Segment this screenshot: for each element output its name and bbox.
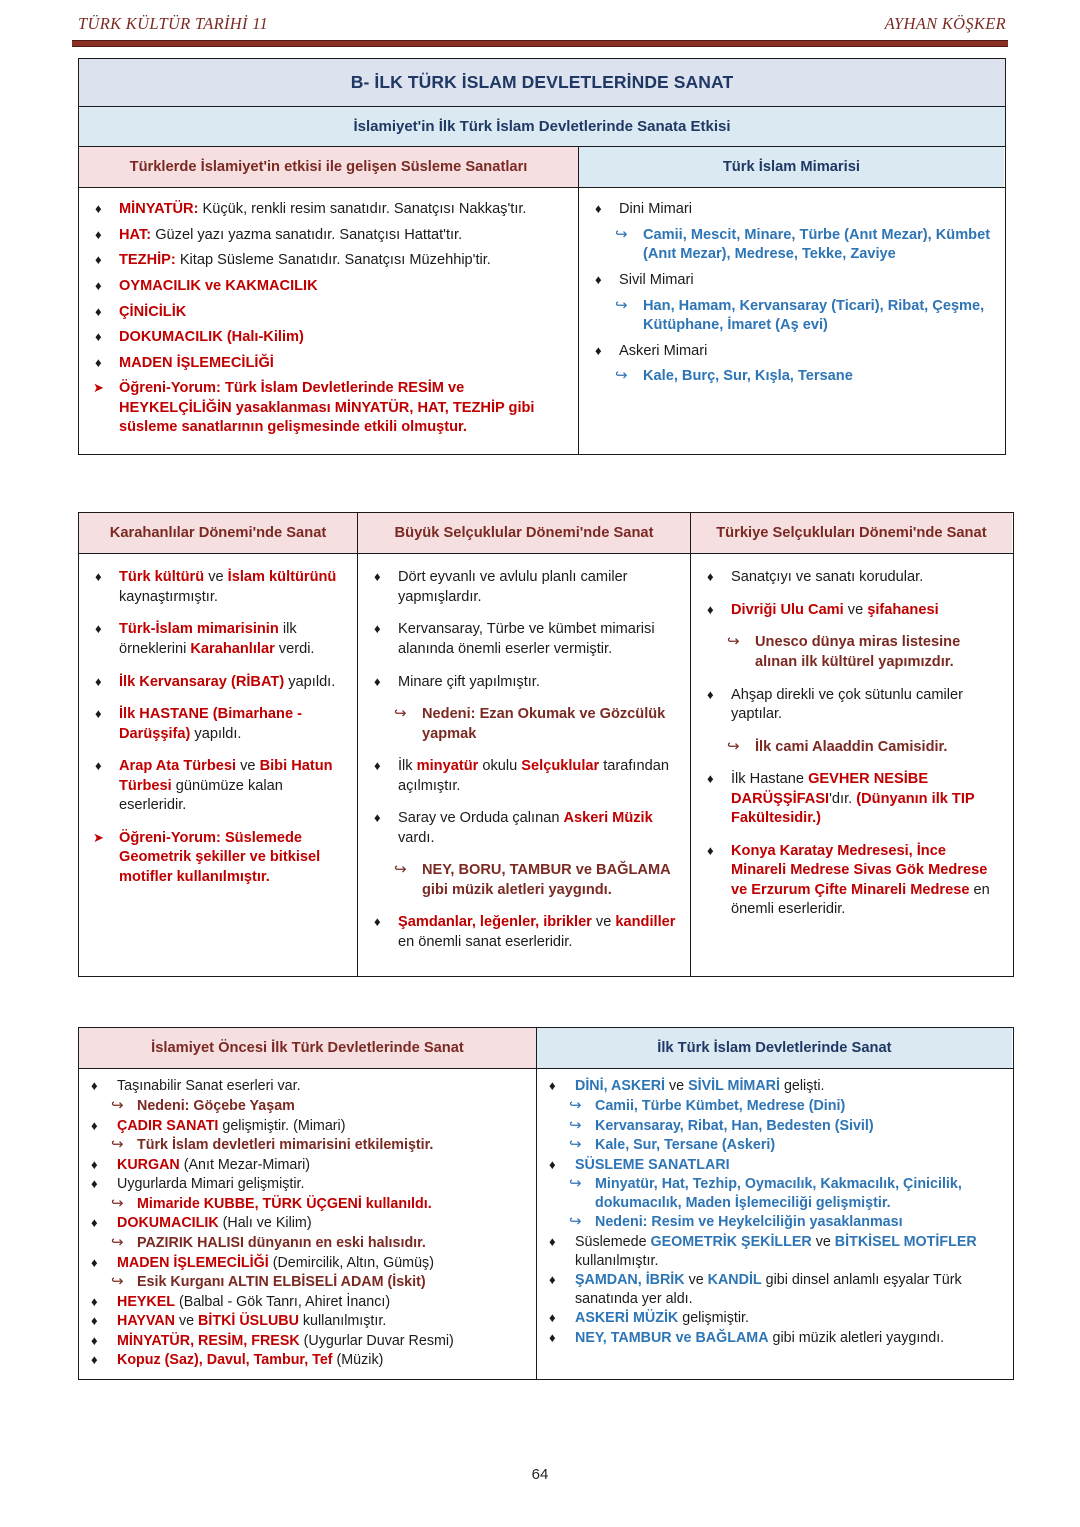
text-span: Süslemede xyxy=(575,1234,651,1250)
sub-list-item xyxy=(83,1234,528,1253)
text-span: en önemli sanat eserleridir. xyxy=(398,934,573,951)
text-span: (Balbal - Gök Tanrı, Ahiret İnancı) xyxy=(175,1293,391,1310)
text-span: Askeri Müzik xyxy=(563,810,653,827)
text-span: Kitap Süsleme Sanatıdır. Sanatçısı Müzehhip'tir. xyxy=(175,252,491,269)
text-span: Kervansaray, Türbe ve kümbet mimarisi alanında önemli eserler vermiştir. xyxy=(398,621,655,658)
diamond-bullet-icon: ♦ xyxy=(95,329,102,345)
sub-list-item xyxy=(83,1195,528,1214)
text-span: (Demircilik, Altın, Gümüş) xyxy=(268,1254,434,1271)
diamond-bullet-icon: ♦ xyxy=(549,1234,556,1249)
text-span: NEY, TAMBUR ve BAĞLAMA xyxy=(575,1329,769,1346)
list-item xyxy=(585,271,994,291)
text-span: DİNİ, ASKERİ xyxy=(575,1078,666,1095)
diamond-bullet-icon: ♦ xyxy=(707,771,714,787)
diamond-bullet-icon: ♦ xyxy=(595,201,602,217)
text-span: KANDİL xyxy=(707,1272,762,1289)
table3-col2-body xyxy=(537,1069,1012,1379)
text-span: gelişti. xyxy=(779,1078,825,1095)
text-span: gelişmiştir. (Mimari) xyxy=(218,1117,346,1134)
running-header-left: TÜRK KÜLTÜR TARİHİ 11 xyxy=(78,14,269,33)
text-span: Konya Karatay Medresesi, İnce Minareli Medrese Sivas Gök Medrese ve Erzurum Çifte Minareli Medrese xyxy=(731,842,988,898)
list-item xyxy=(85,354,568,374)
text-span: Sivil Mimari xyxy=(619,272,694,289)
diamond-bullet-icon: ♦ xyxy=(95,303,102,319)
sub-list-item xyxy=(585,367,994,387)
hand-sub-bullet-icon: ↪ xyxy=(569,1136,582,1154)
diamond-bullet-icon: ♦ xyxy=(707,842,714,858)
table2-col2-body xyxy=(358,554,691,975)
text-span: SÜSLEME SANATLARI xyxy=(575,1156,730,1173)
diamond-bullet-icon: ♦ xyxy=(549,1272,556,1288)
text-span: BİTKİ ÜSLUBU xyxy=(198,1313,299,1330)
diamond-bullet-icon: ♦ xyxy=(549,1156,556,1172)
table2-body-row xyxy=(79,554,1013,975)
table-first-turkish-islamic-states-art xyxy=(78,58,1006,455)
table3-col1-body xyxy=(79,1069,537,1379)
list-item xyxy=(697,770,1002,829)
table2-col3-header: Türkiye Selçukluları Dönemi'nde Sanat xyxy=(691,513,1012,553)
table1-band-title: B- İLK TÜRK İSLAM DEVLETLERİNDE SANAT xyxy=(79,59,1005,107)
table1-header-row xyxy=(79,147,1005,188)
diamond-bullet-icon: ♦ xyxy=(707,601,714,617)
text-span: Mimaride KUBBE, TÜRK ÜÇGENİ kullanıldı. xyxy=(137,1195,432,1212)
text-span: Küçük, renkli resim sanatıdır. Sanatçısı Nakkaş'tır. xyxy=(198,201,527,218)
list-item xyxy=(697,601,1002,621)
list-item xyxy=(697,686,1002,725)
diamond-bullet-icon: ♦ xyxy=(374,621,381,637)
text-span: Kervansaray, Ribat, Han, Bedesten (Sivil) xyxy=(595,1117,874,1134)
text-span: yapıldı. xyxy=(190,725,242,742)
text-span: ve xyxy=(591,914,616,931)
table2-col3-list xyxy=(697,568,1002,920)
list-item xyxy=(85,303,568,323)
text-span: ASKERİ MÜZİK xyxy=(575,1310,679,1327)
text-span: BİTKİSEL MOTİFLER xyxy=(834,1234,977,1250)
list-item xyxy=(697,568,1002,588)
list-item xyxy=(541,1271,1004,1308)
text-span: Minare çift yapılmıştır. xyxy=(398,673,540,690)
text-span: Sanatçıyı ve sanatı korudular. xyxy=(731,569,924,586)
list-item xyxy=(85,705,347,744)
header-rule xyxy=(72,40,1008,47)
text-span: Kale, Sur, Tersane (Askeri) xyxy=(595,1137,776,1154)
text-span: PAZIRIK HALISI dünyanın en eski halısıdır. xyxy=(137,1235,426,1251)
text-span: gibi dinsel anlamlı eşyalar Türk sanatında yer aldı. xyxy=(575,1272,962,1307)
list-item xyxy=(85,829,347,888)
diamond-bullet-icon: ♦ xyxy=(95,252,102,268)
text-span: tarafından açılmıştır. xyxy=(398,758,669,794)
text-span: gelişmiştir. xyxy=(678,1310,749,1327)
text-span: gibi müzik aletleri yaygındı. xyxy=(768,1329,945,1346)
table2-col2-list xyxy=(364,568,680,952)
diamond-bullet-icon: ♦ xyxy=(91,1313,98,1329)
table1-col2-list xyxy=(585,200,994,386)
list-item xyxy=(541,1156,1004,1175)
text-span: Güzel yazı yazma sanatıdır. Sanatçısı Hattat'tır. xyxy=(151,226,463,243)
text-span: (Müzik) xyxy=(332,1352,384,1369)
diamond-bullet-icon: ♦ xyxy=(707,569,714,585)
diamond-bullet-icon: ♦ xyxy=(95,569,102,585)
diamond-bullet-icon: ♦ xyxy=(91,1117,98,1133)
diamond-bullet-icon: ♦ xyxy=(95,201,102,217)
text-span: ve xyxy=(843,601,868,618)
list-item xyxy=(364,913,680,952)
list-item xyxy=(85,277,568,297)
text-span: İlk cami Alaaddin Camisidir. xyxy=(755,738,948,755)
text-span: KURGAN xyxy=(117,1156,180,1173)
hand-sub-bullet-icon: ↪ xyxy=(111,1273,124,1291)
diamond-bullet-icon: ♦ xyxy=(374,673,381,689)
sub-list-item xyxy=(697,738,1002,758)
text-span: 'dır. xyxy=(829,790,857,807)
text-span: DOKUMACILIK xyxy=(117,1215,219,1232)
sub-list-item xyxy=(83,1136,528,1155)
text-span: MİNYATÜR, RESİM, FRESK xyxy=(117,1332,300,1349)
text-span: Şamdanlar, leğenler, ibrikler xyxy=(398,914,592,931)
text-span: (Halı ve Kilim) xyxy=(218,1215,312,1232)
table3-col1-list xyxy=(83,1077,528,1370)
text-span: Saray ve Orduda çalınan xyxy=(398,810,564,827)
list-item xyxy=(83,1332,528,1351)
list-item xyxy=(585,342,994,362)
text-span: OYMACILIK ve KAKMACILIK xyxy=(119,278,318,295)
text-span: Türk kültürü xyxy=(119,569,205,586)
text-span: Uygurlarda Mimari gelişmiştir. xyxy=(117,1176,305,1193)
text-span: şifahanesi xyxy=(867,601,939,618)
diamond-bullet-icon: ♦ xyxy=(595,272,602,288)
diamond-bullet-icon: ♦ xyxy=(91,1215,98,1231)
table1-band-subtitle: İslamiyet'in İlk Türk İslam Devletlerinde Sanata Etkisi xyxy=(79,107,1005,147)
list-item xyxy=(85,200,568,220)
text-span: Camii, Türbe Kümbet, Medrese (Dini) xyxy=(595,1097,846,1114)
text-span: Arap Ata Türbesi xyxy=(119,758,237,775)
hand-sub-bullet-icon: ↪ xyxy=(569,1096,582,1114)
table2-col3-body xyxy=(691,554,1012,975)
text-span: ve xyxy=(665,1078,689,1095)
diamond-bullet-icon: ♦ xyxy=(374,810,381,826)
hand-sub-bullet-icon: ↪ xyxy=(111,1194,124,1212)
diamond-bullet-icon: ♦ xyxy=(91,1156,98,1172)
text-span: GEVHER NESİBE DARÜŞŞİFASI xyxy=(731,771,929,807)
running-header xyxy=(78,14,1006,34)
list-item xyxy=(85,226,568,246)
running-header-right: AYHAN KÖŞKER xyxy=(884,14,1006,33)
text-span: Dört eyvanlı ve avlulu planlı camiler yapmışlardır. xyxy=(398,569,628,605)
text-span: Esik Kurganı ALTIN ELBİSELİ ADAM (İskit) xyxy=(137,1274,426,1291)
list-item xyxy=(585,200,994,220)
list-item xyxy=(83,1312,528,1331)
text-span: Karahanlılar xyxy=(190,641,275,658)
text-span: kandiller xyxy=(615,914,676,931)
diamond-bullet-icon: ♦ xyxy=(707,686,714,702)
text-span: İlk HASTANE (Bimarhane - Darüşşifa) xyxy=(119,706,302,742)
text-span: ve xyxy=(684,1272,708,1289)
hand-sub-bullet-icon: ↪ xyxy=(727,737,740,755)
text-span: Unesco dünya miras listesine alınan ilk kültürel yapımızdır. xyxy=(755,634,961,671)
text-span: ŞAMDAN, İBRİK xyxy=(575,1272,685,1289)
list-item xyxy=(83,1077,528,1096)
diamond-bullet-icon: ♦ xyxy=(95,621,102,637)
text-span: MADEN İŞLEMECİLİĞİ xyxy=(117,1254,269,1271)
text-span: (Anıt Mezar-Mimari) xyxy=(179,1156,311,1173)
table2-col2-header: Büyük Selçuklular Dönemi'nde Sanat xyxy=(358,513,691,553)
hand-sub-bullet-icon: ↪ xyxy=(569,1116,582,1134)
list-item xyxy=(85,568,347,607)
table1-subtitle-row xyxy=(79,107,1005,147)
table1-col2-header: Türk İslam Mimarisi xyxy=(579,147,1004,187)
text-span: Camii, Mescit, Minare, Türbe (Anıt Mezar), Kümbet (Anıt Mezar), Medrese, Tekke, Zaviye xyxy=(643,226,991,263)
list-item xyxy=(85,620,347,659)
diamond-bullet-icon: ♦ xyxy=(91,1176,98,1192)
hand-sub-bullet-icon: ↪ xyxy=(111,1234,124,1251)
text-span: ve xyxy=(175,1313,199,1330)
diamond-bullet-icon: ♦ xyxy=(95,673,102,689)
table-comparison-pre-post-islam-art xyxy=(78,1027,1014,1380)
list-item xyxy=(83,1117,528,1136)
list-item xyxy=(83,1214,528,1233)
diamond-bullet-icon: ♦ xyxy=(374,914,381,930)
list-item xyxy=(541,1233,1004,1270)
list-item xyxy=(85,251,568,271)
text-span: minyatür xyxy=(416,758,479,775)
text-span: ve xyxy=(236,758,260,775)
text-span: Taşınabilir Sanat eserleri var. xyxy=(117,1078,301,1095)
list-item xyxy=(85,328,568,348)
arrow-bullet-icon: ➤ xyxy=(93,829,104,845)
text-span: Nedeni: Resim ve Heykelciliğin yasaklanması xyxy=(595,1214,903,1231)
list-item xyxy=(85,379,568,438)
diamond-bullet-icon: ♦ xyxy=(95,278,102,294)
diamond-bullet-icon: ♦ xyxy=(549,1329,556,1345)
table1-col1-body xyxy=(79,188,579,453)
diamond-bullet-icon: ♦ xyxy=(95,758,102,774)
table2-header-row xyxy=(79,513,1013,554)
table2-col1-body xyxy=(79,554,358,975)
table1-body-row xyxy=(79,188,1005,453)
text-span: Nedeni: Göçebe Yaşam xyxy=(137,1097,295,1114)
text-span: kaynaştırmıştır. xyxy=(119,588,218,605)
text-span: DOKUMACILIK (Halı-Kilim) xyxy=(119,329,304,346)
hand-sub-bullet-icon: ↪ xyxy=(111,1096,124,1114)
text-span: Öğreni-Yorum: Süslemede Geometrik şekiller ve bitkisel motifler kullanılmıştır. xyxy=(119,829,321,885)
diamond-bullet-icon: ♦ xyxy=(549,1310,556,1326)
diamond-bullet-icon: ♦ xyxy=(595,342,602,358)
hand-sub-bullet-icon: ↪ xyxy=(569,1213,582,1231)
text-span: verdi. xyxy=(274,641,315,658)
text-span: Kale, Burç, Sur, Kışla, Tersane xyxy=(643,368,853,385)
sub-list-item xyxy=(585,226,994,265)
list-item xyxy=(364,809,680,848)
text-span: (Uygurlar Duvar Resmi) xyxy=(299,1332,454,1349)
text-span: okulu xyxy=(478,758,522,775)
table1-col2-body xyxy=(579,188,1004,453)
list-item xyxy=(541,1309,1004,1328)
text-span: Selçuklular xyxy=(521,758,600,775)
list-item xyxy=(697,842,1002,920)
text-span: MADEN İŞLEMECİLİĞİ xyxy=(119,354,274,371)
sub-list-item xyxy=(697,633,1002,672)
hand-sub-bullet-icon: ↪ xyxy=(727,633,740,651)
text-span: Divriği Ulu Cami xyxy=(731,601,844,618)
table2-col1-list xyxy=(85,568,347,887)
text-span: Kopuz (Saz), Davul, Tambur, Tef xyxy=(117,1352,333,1369)
text-span: Öğreni-Yorum: Türk İslam Devletlerinde RESİM ve HEYKELÇİLİĞİN yasaklanması MİNYATÜR, HAT, TEZHİP gibi süsleme sanatlarının gelişmesinde etkili olmuştur. xyxy=(119,380,535,436)
sub-list-item xyxy=(541,1117,1004,1136)
hand-sub-bullet-icon: ↪ xyxy=(569,1175,582,1193)
list-item xyxy=(364,673,680,693)
list-item xyxy=(83,1351,528,1370)
text-span: Ahşap direkli ve çok sütunlu camiler yaptılar. xyxy=(731,686,963,723)
text-span: SİVİL MİMARİ xyxy=(688,1078,780,1095)
list-item xyxy=(364,620,680,659)
text-span: Türk-İslam mimarisinin xyxy=(119,621,279,638)
hand-sub-bullet-icon: ↪ xyxy=(615,367,628,385)
text-span: GEOMETRİK ŞEKİLLER xyxy=(650,1234,812,1250)
table2-col1-header: Karahanlılar Dönemi'nde Sanat xyxy=(79,513,358,553)
text-span: Minyatür, Hat, Tezhip, Oymacılık, Kakmacılık, Çinicilik, dokumacılık, Maden İşlemeciliği gelişmiştir. xyxy=(595,1176,962,1211)
text-span: Han, Hamam, Kervansaray (Ticari), Ribat, Çeşme, Kütüphane, İmaret (Aş evi) xyxy=(643,297,985,334)
arrow-bullet-icon: ➤ xyxy=(93,380,104,396)
diamond-bullet-icon: ♦ xyxy=(95,354,102,370)
text-span: HAYVAN xyxy=(117,1313,175,1330)
text-span: Türk İslam devletleri mimarisini etkilemiştir. xyxy=(137,1137,434,1154)
table3-body-row xyxy=(79,1069,1013,1379)
hand-sub-bullet-icon: ↪ xyxy=(394,705,407,723)
text-span: (Dünyanın ilk TIP Fakültesidir.) xyxy=(731,790,975,827)
table-periods-art xyxy=(78,512,1014,977)
hand-sub-bullet-icon: ↪ xyxy=(615,225,628,243)
text-span: ve xyxy=(204,569,228,586)
table3-col2-list xyxy=(541,1077,1004,1347)
text-span: Bibi Hatun Türbesi xyxy=(119,758,333,794)
sub-list-item xyxy=(364,705,680,744)
sub-list-item xyxy=(541,1136,1004,1155)
sub-list-item xyxy=(541,1213,1004,1232)
text-span: HEYKEL xyxy=(117,1293,175,1310)
diamond-bullet-icon: ♦ xyxy=(91,1254,98,1270)
list-item xyxy=(85,757,347,816)
table3-col1-header: İslamiyet Öncesi İlk Türk Devletlerinde Sanat xyxy=(79,1028,537,1068)
diamond-bullet-icon: ♦ xyxy=(549,1078,556,1094)
text-span: ÇİNİCİLİK xyxy=(119,303,187,320)
text-span: İslam kültürünü xyxy=(227,569,337,586)
text-span: NEY, BORU, TAMBUR ve BAĞLAMA gibi müzik aletleri yaygındı. xyxy=(422,862,671,898)
table3-header-row xyxy=(79,1028,1013,1069)
text-span: İlk Hastane xyxy=(731,771,809,788)
list-item xyxy=(541,1329,1004,1348)
list-item xyxy=(541,1077,1004,1096)
diamond-bullet-icon: ♦ xyxy=(91,1293,98,1309)
hand-sub-bullet-icon: ↪ xyxy=(615,296,628,314)
text-span: ilk örneklerini xyxy=(119,621,297,658)
diamond-bullet-icon: ♦ xyxy=(374,569,381,585)
text-span: Askeri Mimari xyxy=(619,342,708,359)
text-span: kullanılmıştır. xyxy=(298,1313,387,1330)
hand-sub-bullet-icon: ↪ xyxy=(111,1136,124,1154)
diamond-bullet-icon: ♦ xyxy=(374,758,381,774)
diamond-bullet-icon: ♦ xyxy=(95,226,102,242)
table1-col1-header: Türklerde İslamiyet'in etkisi ile gelişen Süsleme Sanatları xyxy=(79,147,579,187)
text-span: Dini Mimari xyxy=(619,201,692,218)
list-item xyxy=(83,1156,528,1175)
diamond-bullet-icon: ♦ xyxy=(91,1332,98,1348)
sub-list-item xyxy=(585,297,994,336)
diamond-bullet-icon: ♦ xyxy=(91,1352,98,1368)
text-span: TEZHİP: xyxy=(119,252,176,269)
list-item xyxy=(364,757,680,796)
text-span: MİNYATÜR: xyxy=(119,201,199,218)
text-span: Nedeni: Ezan Okumak ve Gözcülük yapmak xyxy=(422,706,666,742)
list-item xyxy=(83,1293,528,1312)
list-item xyxy=(364,568,680,607)
text-span: ve xyxy=(811,1234,835,1250)
text-span: en önemli eserleridir. xyxy=(731,881,990,918)
table1-title-row xyxy=(79,59,1005,107)
hand-sub-bullet-icon: ↪ xyxy=(394,861,407,879)
sub-list-item xyxy=(83,1097,528,1116)
sub-list-item xyxy=(364,861,680,900)
sub-list-item xyxy=(541,1097,1004,1116)
table3-col2-header: İlk Türk İslam Devletlerinde Sanat xyxy=(537,1028,1012,1068)
text-span: yapıldı. xyxy=(284,673,336,690)
list-item xyxy=(83,1175,528,1194)
text-span: günümüze kalan eserleridir. xyxy=(119,777,283,814)
text-span: HAT: xyxy=(119,226,152,243)
list-item xyxy=(85,673,347,693)
list-item xyxy=(83,1254,528,1273)
sub-list-item xyxy=(541,1175,1004,1212)
sub-list-item xyxy=(83,1273,528,1292)
text-span: ÇADIR SANATI xyxy=(117,1117,219,1134)
table1-col1-list xyxy=(85,200,568,437)
text-span: İlk Kervansaray (RİBAT) xyxy=(119,673,285,690)
text-span: İlk xyxy=(398,758,417,775)
diamond-bullet-icon: ♦ xyxy=(95,706,102,722)
page-number: 64 xyxy=(531,1466,549,1483)
diamond-bullet-icon: ♦ xyxy=(91,1078,98,1094)
text-span: kullanılmıştır. xyxy=(575,1252,659,1269)
text-span: vardı. xyxy=(398,829,435,846)
